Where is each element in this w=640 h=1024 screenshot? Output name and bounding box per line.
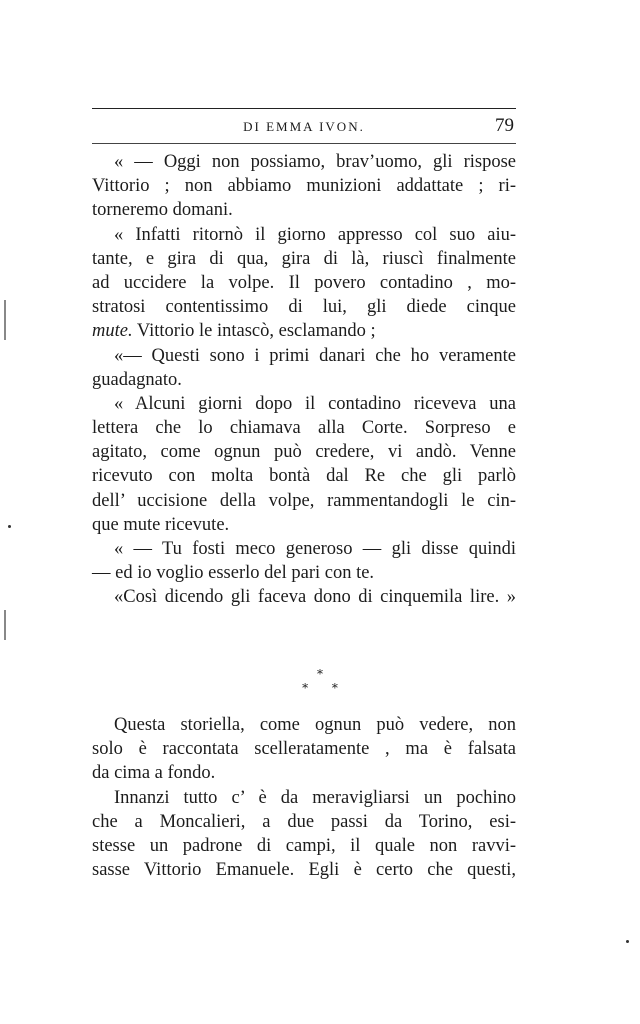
section-asterism bbox=[0, 668, 640, 702]
page-edge-mark bbox=[4, 300, 6, 340]
text-line: que mute ricevute. bbox=[92, 514, 230, 535]
text-block-top bbox=[92, 150, 516, 610]
text-line: Vittorio ; non abbiamo munizioni addattate ; ri- bbox=[92, 176, 516, 197]
text-line: dell’ uccisione della volpe, rammentandogli le cin- bbox=[92, 490, 516, 511]
text-line: «Così dicendo gli faceva dono di cinquemila lire. » bbox=[114, 587, 516, 608]
asterism-top: * bbox=[317, 667, 323, 681]
text-line: « Infatti ritornò il giorno appresso col suo aiu- bbox=[114, 224, 516, 245]
text-block-bottom bbox=[92, 713, 516, 882]
page-speck bbox=[8, 525, 11, 528]
text-line: da cima a fondo. bbox=[92, 763, 216, 784]
text-line: Questa storiella, come ognun può vedere, non bbox=[114, 715, 516, 735]
text-line: Innanzi tutto c’ è da meravigliarsi un pochino bbox=[114, 787, 516, 808]
text-line: sasse Vittorio Emanuele. Egli è certo che questi, bbox=[92, 860, 516, 881]
text-line: « — Tu fosti meco generoso — gli disse quindi bbox=[114, 539, 516, 559]
text-line: lettera che lo chiamava alla Corte. Sorpreso e bbox=[92, 418, 516, 439]
text-line: «— Questi sono i primi danari che ho veramente bbox=[114, 345, 516, 366]
text-line: guadagnato. bbox=[92, 369, 182, 390]
text-line: — ed io voglio esserlo del pari con te. bbox=[92, 563, 375, 584]
page-speck bbox=[626, 940, 629, 943]
text-line: « Alcuni giorni dopo il contadino riceveva una bbox=[114, 393, 516, 414]
text-line: torneremo domani. bbox=[92, 200, 233, 221]
header-rule-bottom bbox=[92, 143, 516, 144]
text-line-mixed bbox=[92, 319, 516, 343]
text-line: ricevuto con molta bontà dal Re che gli parlò bbox=[92, 466, 516, 487]
text-line: ad uccidere la volpe. Il povero contadino , mo- bbox=[92, 272, 516, 293]
italic-word: mute. bbox=[92, 321, 133, 342]
running-title: DI EMMA IVON. bbox=[243, 119, 365, 134]
page-edge-mark bbox=[4, 610, 6, 640]
text-line: solo è raccontata scelleratamente , ma è falsata bbox=[92, 739, 516, 760]
text-line-rest: Vittorio le intascò, esclamando ; bbox=[132, 321, 376, 342]
text-line: stratosi contentissimo di lui, gli diede cinque bbox=[92, 297, 516, 318]
header-rule-top bbox=[92, 108, 516, 109]
text-line: stesse un padrone di campi, il quale non ravvi- bbox=[92, 835, 516, 856]
text-line: che a Moncalieri, a due passi da Torino, esi- bbox=[92, 811, 516, 832]
running-head bbox=[92, 116, 516, 138]
asterism-bottom: * * bbox=[302, 681, 348, 695]
page-number: 79 bbox=[495, 115, 514, 136]
text-line: tante, e gira di qua, gira di là, riuscì finalmente bbox=[92, 248, 516, 269]
text-line: agitato, come ognun può credere, vi andò. Venne bbox=[92, 442, 516, 463]
text-line: « — Oggi non possiamo, brav’uomo, gli rispose bbox=[114, 152, 516, 172]
